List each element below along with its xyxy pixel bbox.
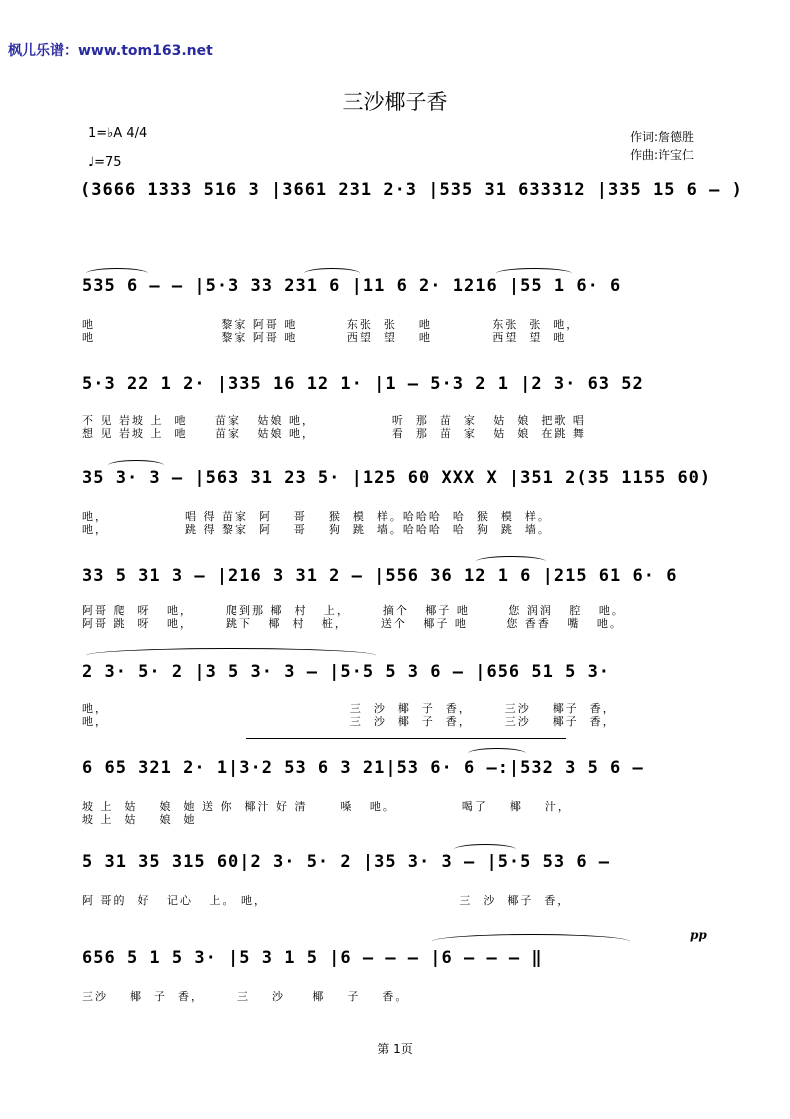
- lyricist-credit: 作词:詹德胜: [630, 130, 695, 144]
- tempo-marking: ♩=75: [88, 155, 122, 170]
- notation-line: 35 3· 3 – |563 31 23 5· |125 60 XXX X |351 2(35 1155 60): [82, 468, 712, 488]
- lyric-verse-2: 阿哥 跳 呀 吔， 跳下 椰 村 桩， 送个 椰子 吔 您 香香 嘴 吔。: [82, 617, 623, 630]
- lyric-verse-2: 吔， 跳 得 黎家 阿 哥 狗 跳 墙。哈哈哈 哈 狗 跳 墙。: [82, 523, 551, 536]
- score-line-2: [0, 374, 790, 454]
- lyric-verse-1: 阿 哥的 好 记心 上。 吔， 三 沙 椰子 香，: [82, 894, 571, 907]
- lyric-verse-2: 想 见 岩坡 上 吔 苗家 姑娘 吔， 看 那 苗 家 姑 娘 在跳 舞: [82, 427, 586, 440]
- page-number: 第 1页: [377, 1042, 413, 1056]
- notation-line: 5·3 22 1 2· |335 16 12 1· |1 – 5·3 2 1 |2 3· 63 52: [82, 374, 644, 394]
- notation-line: 656 5 1 5 3· |5 3 1 5 |6 – – – |6 – – – ‖: [82, 948, 543, 968]
- notation-line: 5 31 35 315 60|2 3· 5· 2 |35 3· 3 – |5·5 53 6 –: [82, 852, 611, 872]
- composer-credit: 作曲:许宝仁: [630, 148, 695, 162]
- score-line-6: [0, 758, 790, 838]
- dynamic-marking: pp: [690, 928, 707, 942]
- score-title: 三沙椰子香: [342, 90, 448, 114]
- slur: [432, 934, 630, 949]
- score-line-7: [0, 852, 790, 932]
- score-line-4: [0, 566, 790, 646]
- lyric-verse-1: 三沙 椰 子 香， 三 沙 椰 子 香。: [82, 990, 409, 1003]
- lyric-verse-1: 吔， 唱 得 苗家 阿 哥 猴 模 样。哈哈哈 哈 猴 模 样。: [82, 510, 551, 523]
- notation-line: 2 3· 5· 2 |3 5 3· 3 – |5·5 5 3 6 – |656 51 5 3·: [82, 662, 611, 682]
- lyric-verse-1: 坡 上 姑 娘 她 送 你 椰汁 好 清 嗓 吔。 喝了 椰 汁，: [82, 800, 571, 813]
- lyric-verse-2: 吔 黎家 阿哥 吔 西望 望 吔 西望 望 吔: [82, 331, 567, 344]
- notation-line: 33 5 31 3 – |216 3 31 2 – |556 36 12 1 6 |215 61 6· 6: [82, 566, 678, 586]
- score-line-1: [0, 276, 790, 356]
- lyric-verse-2: 坡 上 姑 娘 她: [82, 813, 197, 826]
- lyric-verse-1: 阿哥 爬 呀 吔， 爬到那 椰 村 上， 摘个 椰子 吔 您 润润 腔 吔。: [82, 604, 625, 617]
- lyric-verse-2: 吔， 三 沙 椰 子 香， 三沙 椰子 香，: [82, 715, 616, 728]
- volta-bracket: [246, 738, 566, 739]
- notation-line: 6 65 321 2· 1|3·2 53 6 3 21|53 6· 6 –:|532 3 5 6 –: [82, 758, 644, 778]
- lyric-verse-1: 吔 黎家 阿哥 吔 东张 张 吔 东张 张 吔，: [82, 318, 580, 331]
- lyric-verse-1: 吔， 三 沙 椰 子 香， 三沙 椰子 香，: [82, 702, 616, 715]
- score-line-3: [0, 468, 790, 548]
- score-line-8: [0, 948, 790, 1028]
- slur: [86, 648, 376, 663]
- notation-line: 535 6 – – |5·3 33 231 6 |11 6 2· 1216 |55 1 6· 6: [82, 276, 622, 296]
- score-line-5: [0, 662, 790, 742]
- notation-line: (3666 1333 516 3 |3661 231 2·3 |535 31 633312 |335 15 6 – ): [80, 180, 743, 200]
- score-line-intro: [0, 180, 790, 260]
- site-watermark: 枫儿乐谱：www.tom163.net: [8, 43, 213, 59]
- lyric-verse-1: 不 见 岩坡 上 吔 苗家 姑娘 吔， 听 那 苗 家 姑 娘 把歌 唱: [82, 414, 586, 427]
- key-signature: 1=♭A 4/4: [88, 126, 148, 141]
